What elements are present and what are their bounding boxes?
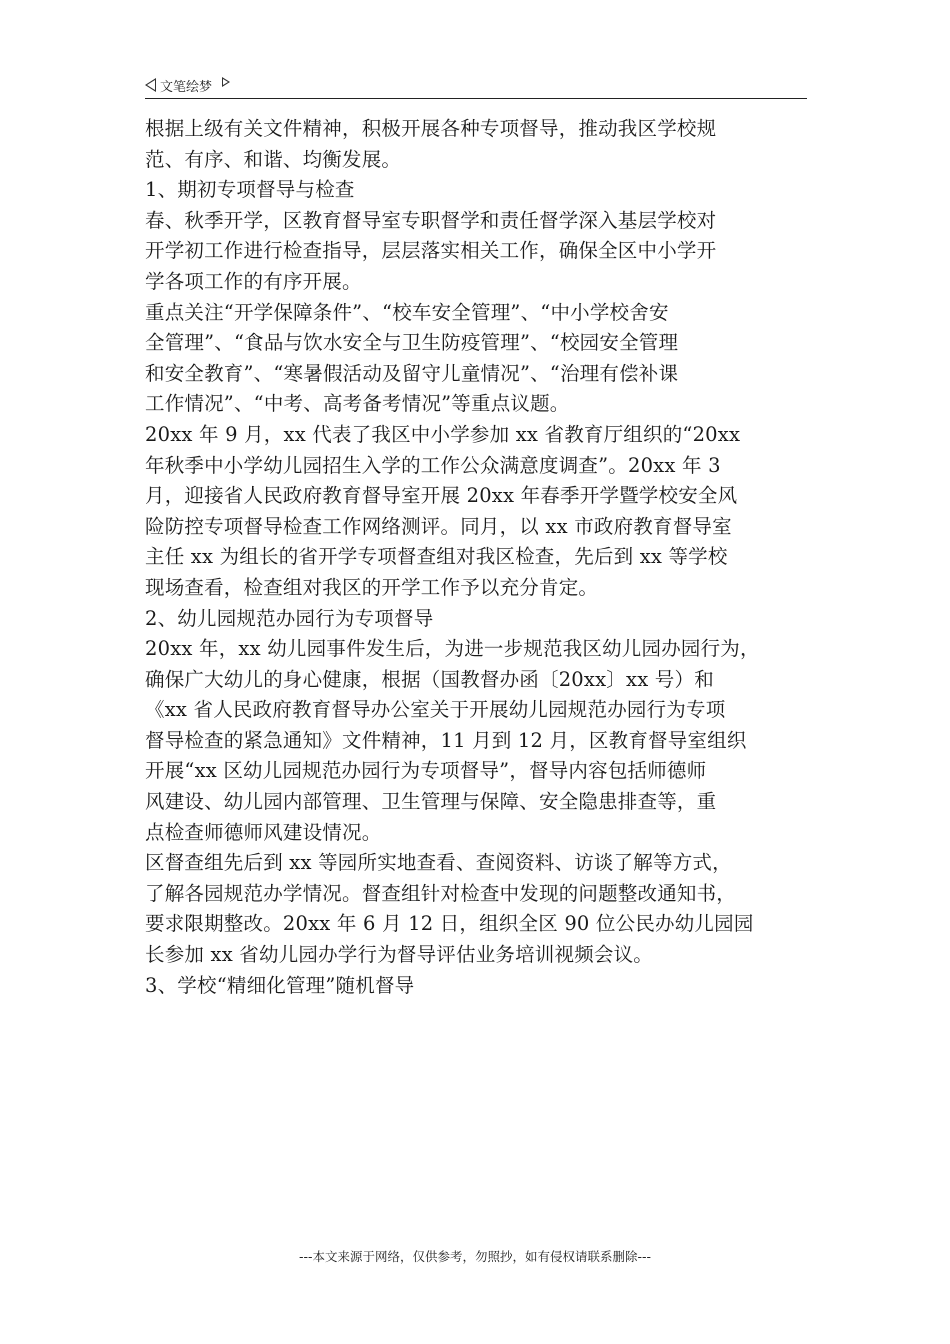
text-line: 开学初工作进行检查指导，层层落实相关工作，确保全区中小学开 <box>145 239 717 263</box>
text-line: 区督查组先后到 xx 等园所实地查看、查阅资料、访谈了解等方式， <box>145 851 732 875</box>
text-line: 督导检查的紧急通知》文件精神，11 月到 12 月，区教育督导室组织 <box>145 728 747 752</box>
text-line: 范、有序、和谐、均衡发展。 <box>145 147 402 171</box>
text-line: 月，迎接省人民政府教育督导室开展 20xx 年春季开学暨学校安全风 <box>145 484 738 508</box>
text-line: 确保广大幼儿的身心健康，根据（国教督办函〔20xx〕xx 号）和 <box>145 667 714 691</box>
text-line: 学各项工作的有序开展。 <box>145 269 362 293</box>
right-triangle-icon <box>222 77 230 87</box>
left-triangle-icon <box>145 78 156 92</box>
footer-disclaimer: ---本文来源于网络，仅供参考，勿照抄，如有侵权请联系删除--- <box>298 1249 652 1264</box>
text-line: 要求限期整改。20xx 年 6 月 12 日，组织全区 90 位公民办幼儿园园 <box>145 912 754 936</box>
header-title: 文笔绘梦 <box>160 79 213 95</box>
document-body <box>145 114 815 1001</box>
text-line: 点检查师德师风建设情况。 <box>145 820 382 844</box>
text-line: 年秋季中小学幼儿园招生入学的工作公众满意度调查”。20xx 年 3 <box>145 453 721 477</box>
text-line: 春、秋季开学，区教育督导室专职督学和责任督学深入基层学校对 <box>145 208 717 232</box>
text-line: 长参加 xx 省幼儿园办学行为督导评估业务培训视频会议。 <box>145 943 653 967</box>
text-line: 工作情况”、“中考、高考备考情况”等重点议题。 <box>145 392 570 416</box>
section-heading: 1、期初专项督导与检查 <box>145 178 355 202</box>
text-line: 全管理”、“食品与饮水安全与卫生防疫管理”、“校园安全管理 <box>145 331 679 355</box>
text-line: 20xx 年 9 月，xx 代表了我区中小学参加 xx 省教育厅组织的“20xx <box>145 422 741 446</box>
section-heading: 3、学校“精细化管理”随机督导 <box>145 973 415 997</box>
text-line: 主任 xx 为组长的省开学专项督查组对我区检查，先后到 xx 等学校 <box>145 545 728 569</box>
page-header <box>145 72 807 99</box>
text-line: 现场查看，检查组对我区的开学工作予以充分肯定。 <box>145 575 599 599</box>
text-line: 开展“xx 区幼儿园规范办园行为专项督导”，督导内容包括师德师 <box>145 759 707 783</box>
text-line: 险防控专项督导检查工作网络测评。同月，以 xx 市政府教育督导室 <box>145 514 732 538</box>
text-line: 根据上级有关文件精神，积极开展各种专项督导，推动我区学校规 <box>145 117 717 140</box>
text-line: 了解各园规范办学情况。督查组针对检查中发现的问题整改通知书， <box>145 881 737 905</box>
text-line: 《xx 省人民政府教育督导办公室关于开展幼儿园规范办园行为专项 <box>145 698 726 722</box>
text-line: 20xx 年，xx 幼儿园事件发生后，为进一步规范我区幼儿园办园行为， <box>145 637 760 661</box>
section-heading: 2、幼儿园规范办园行为专项督导 <box>145 606 434 630</box>
text-line: 和安全教育”、“寒暑假活动及留守儿童情况”、“治理有偿补课 <box>145 361 679 385</box>
text-line: 重点关注“开学保障条件”、“校车安全管理”、“中小学校舍安 <box>145 300 669 324</box>
text-line: 风建设、幼儿园内部管理、卫生管理与保障、安全隐患排查等，重 <box>145 790 717 814</box>
